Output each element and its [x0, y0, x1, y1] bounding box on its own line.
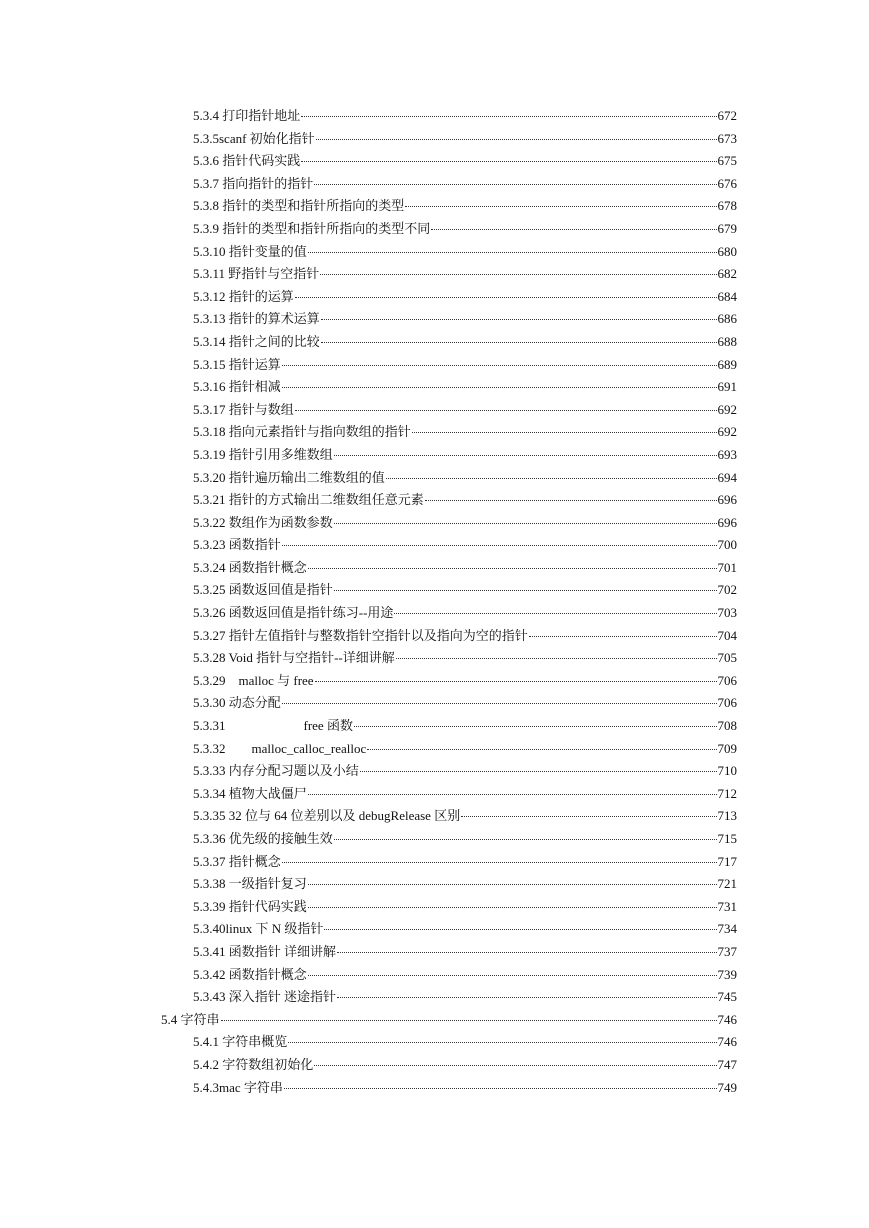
toc-entry[interactable] [193, 376, 737, 399]
toc-entry-title: 5.3.28 Void 指针与空指针--详细讲解 [193, 650, 395, 666]
toc-entry[interactable] [193, 173, 737, 196]
toc-entry-title: 5.4.3mac 字符串 [193, 1079, 283, 1095]
toc-entry-title: 5.3.36 优先级的接触生效 [193, 831, 333, 846]
toc-entry[interactable] [193, 512, 737, 535]
toc-entry[interactable] [193, 896, 737, 919]
toc-entry[interactable] [193, 1031, 737, 1054]
toc-entry-page-number: 680 [717, 243, 737, 259]
toc-entry[interactable] [193, 692, 737, 715]
dot-leader [221, 1020, 717, 1021]
toc-entry[interactable] [193, 557, 737, 580]
toc-entry-title: 5.3.40linux 下 N 级指针 [193, 921, 324, 937]
toc-entry-title: 5.3.5scanf 初始化指针 [193, 130, 315, 146]
toc-entry[interactable] [193, 602, 737, 625]
dot-leader [301, 116, 716, 117]
toc-entry-page-number: 700 [717, 537, 737, 553]
toc-entry-page-number: 701 [717, 559, 737, 575]
dot-leader [321, 342, 717, 343]
toc-entry-title: 5.3.23 函数指针 [193, 537, 281, 553]
toc-entry-title: 5.3.10 指针变量的值 [193, 243, 307, 259]
toc-entry-page-number: 686 [717, 311, 737, 327]
toc-entry-page-number: 749 [717, 1079, 737, 1095]
toc-entry[interactable] [193, 625, 737, 648]
toc-entry-title: 5.3.31 free 函数 [193, 718, 353, 734]
toc-entry[interactable] [193, 738, 737, 761]
dot-leader [284, 1088, 717, 1089]
toc-entry[interactable] [193, 128, 737, 151]
toc-entry[interactable] [193, 918, 737, 941]
toc-entry[interactable] [193, 399, 737, 422]
toc-entry-page-number: 692 [717, 424, 737, 440]
toc-entry[interactable] [193, 218, 737, 241]
toc-entry-title: 5.3.24 函数指针概念 [193, 559, 307, 575]
toc-entry-title: 5.3.32 malloc_calloc_realloc [193, 740, 367, 756]
toc-entry-title: 5.3.34 植物大战僵尸 [193, 785, 307, 801]
dot-leader [282, 545, 717, 546]
toc-entry[interactable] [193, 150, 737, 173]
toc-entry-title: 5.3.26 函数返回值是指针练习--用途 [193, 605, 394, 621]
dot-leader [295, 410, 717, 411]
toc-entry[interactable] [193, 421, 737, 444]
dot-leader [367, 749, 716, 750]
dot-leader [282, 703, 717, 704]
toc-entry-page-number: 676 [717, 175, 737, 191]
toc-entry-page-number: 746 [717, 1034, 737, 1050]
dot-leader [360, 771, 717, 772]
toc-entry[interactable] [193, 286, 737, 309]
toc-entry[interactable] [193, 670, 737, 693]
toc-entry-title: 5.3.25 函数返回值是指针 [193, 582, 333, 598]
dot-leader [301, 161, 716, 162]
dot-leader [334, 455, 717, 456]
dot-leader [320, 274, 716, 275]
toc-entry-title: 5.3.42 函数指针概念 [193, 966, 307, 982]
toc-entry-page-number: 708 [717, 718, 737, 734]
dot-leader [431, 229, 716, 230]
dot-leader [412, 432, 717, 433]
toc-entry-page-number: 721 [717, 876, 737, 892]
toc-entry-page-number: 706 [717, 695, 737, 711]
toc-entry[interactable] [193, 647, 737, 670]
toc-entry[interactable] [193, 783, 737, 806]
toc-entry[interactable] [193, 873, 737, 896]
toc-entry[interactable] [193, 941, 737, 964]
toc-entry-page-number: 691 [717, 379, 737, 395]
toc-entry-page-number: 717 [717, 853, 737, 869]
toc-entry[interactable] [193, 1077, 737, 1100]
dot-leader [308, 252, 717, 253]
toc-entry[interactable] [193, 354, 737, 377]
dot-leader [316, 139, 717, 140]
toc-entry-title: 5.3.14 指针之间的比较 [193, 333, 320, 349]
dot-leader [314, 184, 716, 185]
dot-leader [315, 681, 717, 682]
toc-entry-title: 5.3.21 指针的方式输出二维数组任意元素 [193, 492, 424, 508]
toc-entry-title: 5.3.39 指针代码实践 [193, 898, 307, 914]
toc-entry[interactable] [193, 331, 737, 354]
dot-leader [308, 884, 717, 885]
toc-entry[interactable] [193, 444, 737, 467]
dot-leader [425, 500, 717, 501]
dot-leader [337, 952, 716, 953]
toc-entry-page-number: 682 [717, 266, 737, 282]
dot-leader [308, 568, 717, 569]
toc-entry[interactable] [193, 964, 737, 987]
toc-entry[interactable] [193, 105, 737, 128]
toc-entry-page-number: 745 [717, 989, 737, 1005]
toc-entry-page-number: 715 [717, 831, 737, 846]
dot-leader [324, 929, 716, 930]
toc-entry-title: 5.3.4 打印指针地址 [193, 108, 301, 123]
toc-entry-page-number: 678 [717, 198, 737, 214]
toc-entry-page-number: 688 [717, 333, 737, 349]
toc-entry-page-number: 706 [717, 672, 737, 688]
toc-entry-page-number: 734 [717, 921, 737, 937]
toc-entry-page-number: 696 [717, 514, 737, 530]
toc-entry[interactable] [193, 851, 737, 874]
toc-entry[interactable] [193, 241, 737, 264]
toc-entry[interactable] [193, 263, 737, 286]
toc-entry-page-number: 675 [717, 153, 737, 169]
toc-entry-page-number: 679 [717, 220, 737, 236]
toc-entry-page-number: 696 [717, 492, 737, 508]
toc-entry-page-number: 703 [717, 605, 737, 621]
toc-entry-page-number: 693 [717, 446, 737, 462]
toc-entry-page-number: 710 [717, 763, 737, 779]
toc-entry-title: 5.3.41 函数指针 详细讲解 [193, 943, 337, 959]
toc-entry-title: 5.4.2 字符数组初始化 [193, 1056, 314, 1072]
toc-entry-title: 5.3.7 指向指针的指针 [193, 175, 314, 191]
toc-entry-page-number: 712 [717, 785, 737, 801]
toc-entry-title: 5.3.19 指针引用多维数组 [193, 446, 333, 462]
toc-entry-title: 5.4.1 字符串概览 [193, 1034, 288, 1050]
toc-entry-title: 5.3.6 指针代码实践 [193, 153, 301, 169]
toc-entry-page-number: 702 [717, 582, 737, 598]
dot-leader [386, 478, 717, 479]
toc-entry[interactable] [193, 534, 737, 557]
toc-entry-title: 5.3.35 32 位与 64 位差别以及 debugRelease 区别 [193, 808, 461, 824]
toc-entry-title: 5.3.15 指针运算 [193, 356, 281, 372]
toc-entry-page-number: 739 [717, 966, 737, 982]
toc-entry-title: 5.3.9 指针的类型和指针所指向的类型不同 [193, 220, 431, 236]
toc-entry-page-number: 731 [717, 898, 737, 914]
toc-entry-title: 5.3.33 内存分配习题以及小结 [193, 763, 359, 779]
toc-entry[interactable] [193, 1054, 737, 1077]
toc-entry[interactable] [193, 195, 737, 218]
toc-entry-page-number: 713 [717, 808, 737, 824]
dot-leader [529, 636, 717, 637]
dot-leader [334, 839, 717, 840]
dot-leader [461, 816, 716, 817]
toc-entry-page-number: 694 [717, 469, 737, 485]
toc-entry-title: 5.3.22 数组作为函数参数 [193, 514, 333, 530]
toc-entry-page-number: 672 [717, 108, 737, 123]
toc-entry[interactable] [193, 828, 737, 851]
toc-entry-title: 5.3.43 深入指针 迷途指针 [193, 989, 337, 1005]
dot-leader [295, 297, 717, 298]
toc-entry[interactable] [193, 715, 737, 738]
dot-leader [308, 794, 717, 795]
toc-entry-title: 5.3.27 指针左值指针与整数指针空指针以及指向为空的指针 [193, 627, 528, 643]
toc-entry-page-number: 747 [717, 1056, 737, 1072]
toc-entry-title: 5.3.20 指针遍历输出二维数组的值 [193, 469, 385, 485]
toc-entry-title: 5.3.38 一级指针复习 [193, 876, 307, 892]
toc-entry-title: 5.3.8 指针的类型和指针所指向的类型 [193, 198, 405, 214]
toc-entry-page-number: 692 [717, 401, 737, 417]
dot-leader [334, 590, 717, 591]
dot-leader [282, 365, 717, 366]
dot-leader [337, 997, 716, 998]
toc-entry[interactable] [193, 489, 737, 512]
toc-entry[interactable] [193, 986, 737, 1009]
toc-entry-title: 5.4 字符串 [161, 1011, 220, 1027]
toc-entry[interactable] [193, 760, 737, 783]
dot-leader [321, 319, 717, 320]
dot-leader [308, 975, 717, 976]
toc-entry-title: 5.3.11 野指针与空指针 [193, 266, 320, 282]
dot-leader [314, 1065, 716, 1066]
toc-entry-page-number: 704 [717, 627, 737, 643]
dot-leader [396, 658, 717, 659]
toc-entry[interactable] [193, 308, 737, 331]
toc-entry-page-number: 746 [717, 1011, 737, 1027]
dot-leader [282, 387, 717, 388]
toc-entry-title: 5.3.13 指针的算术运算 [193, 311, 320, 327]
toc-entry-title: 5.3.37 指针概念 [193, 853, 281, 869]
toc-entry-page-number: 705 [717, 650, 737, 666]
toc-entry-page-number: 673 [717, 130, 737, 146]
toc-entry[interactable] [193, 805, 737, 828]
dot-leader [288, 1042, 716, 1043]
dot-leader [282, 862, 717, 863]
toc-entry-page-number: 684 [717, 288, 737, 304]
toc-entry-title: 5.3.17 指针与数组 [193, 401, 294, 417]
toc-entry-page-number: 709 [717, 740, 737, 756]
toc-entry-title: 5.3.18 指向元素指针与指向数组的指针 [193, 424, 411, 440]
toc-entry-page-number: 689 [717, 356, 737, 372]
toc-entry-title: 5.3.12 指针的运算 [193, 288, 294, 304]
toc-entry-title: 5.3.30 动态分配 [193, 695, 281, 711]
toc-entry[interactable] [161, 1009, 737, 1032]
toc-entry-title: 5.3.16 指针相减 [193, 379, 281, 395]
dot-leader [308, 907, 717, 908]
toc-entry-page-number: 737 [717, 943, 737, 959]
toc-entry[interactable] [193, 579, 737, 602]
table-of-contents [0, 105, 869, 1099]
dot-leader [354, 726, 717, 727]
toc-entry[interactable] [193, 467, 737, 490]
toc-entry-title: 5.3.29 malloc 与 free [193, 672, 314, 688]
dot-leader [394, 613, 716, 614]
dot-leader [405, 206, 716, 207]
dot-leader [334, 523, 717, 524]
